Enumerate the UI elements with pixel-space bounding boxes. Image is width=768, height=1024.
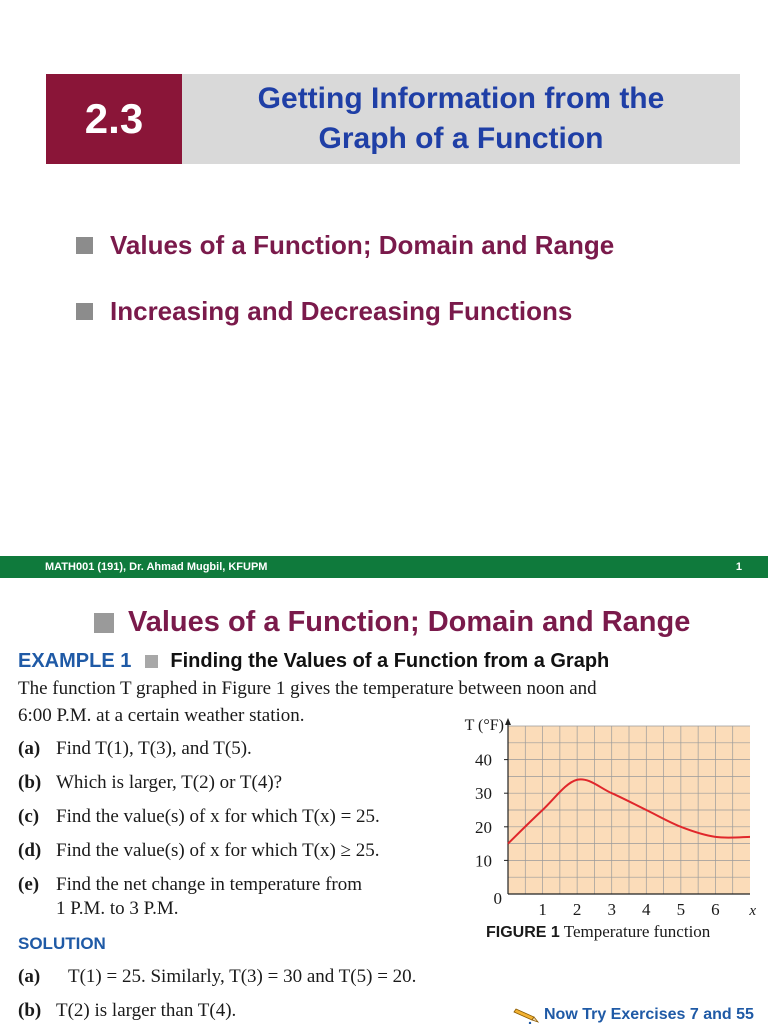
topic-item — [76, 296, 572, 327]
answer-a — [18, 966, 417, 988]
square-bullet-icon — [94, 613, 114, 633]
y-tick-label: 40 — [475, 750, 492, 770]
x-tick-label: 3 — [607, 900, 616, 919]
answer-b — [18, 1000, 237, 1022]
title-line-1: Getting Information from the — [257, 82, 665, 115]
pencil-icon — [512, 1006, 540, 1024]
intro-line-2: 6:00 P.M. at a certain weather station. — [18, 705, 305, 726]
slide-footer — [0, 556, 768, 578]
x-tick-label: 1 — [538, 900, 547, 919]
answer-text: T(2) is larger than T(4). — [56, 1000, 237, 1021]
question-text: Find the net change in temperature from — [56, 874, 363, 895]
y-axis-label: T (°F) — [464, 717, 504, 734]
origin-label: 0 — [493, 889, 502, 908]
y-tick-label: 30 — [475, 784, 492, 804]
x-tick-label: 2 — [572, 900, 582, 919]
x-tick-label: 5 — [676, 900, 686, 919]
now-try-text: Now Try Exercises 7 and 55 — [544, 1006, 754, 1023]
x-axis-label: x — [749, 903, 756, 919]
topic-label: Values of a Function; Domain and Range — [110, 230, 615, 260]
x-tick-label: 6 — [711, 900, 720, 919]
question-label: (a) — [18, 738, 41, 759]
question-d — [18, 840, 380, 862]
now-try-exercises — [512, 1006, 754, 1024]
y-axis-arrow-icon — [505, 718, 511, 725]
temperature-chart — [440, 714, 760, 950]
y-tick-label: 10 — [475, 851, 492, 871]
question-c — [18, 806, 380, 828]
question-a — [18, 738, 252, 760]
figure-text: Temperature function — [563, 922, 711, 941]
x-tick-label: 4 — [642, 900, 651, 919]
topic-item — [76, 230, 614, 261]
figure-caption — [486, 922, 710, 942]
question-label: (c) — [18, 806, 40, 827]
question-label: (e) — [18, 874, 40, 895]
question-label: (b) — [18, 772, 42, 793]
question-text: Which is larger, T(2) or T(4)? — [56, 772, 283, 793]
answer-label: (b) — [18, 1000, 42, 1021]
example-header — [18, 650, 609, 673]
page-number: 1 — [735, 561, 742, 573]
question-text: Find T(1), T(3), and T(5). — [56, 738, 252, 759]
question-e-continued: 1 P.M. to 3 P.M. — [56, 898, 179, 919]
question-label: (d) — [18, 840, 42, 861]
question-text: Find the value(s) of x for which T(x) = 25. — [56, 806, 380, 827]
title-band — [182, 74, 740, 164]
section-heading-text: Values of a Function; Domain and Range — [128, 606, 691, 638]
square-bullet-icon — [76, 237, 93, 254]
square-bullet-icon — [76, 303, 93, 320]
answer-label: (a) — [18, 966, 41, 987]
solution-label: SOLUTION — [18, 934, 106, 953]
figure-label: FIGURE 1 — [486, 924, 560, 941]
square-bullet-icon — [145, 655, 158, 668]
question-text: Find the value(s) of x for which T(x) ≥ 25. — [56, 840, 380, 861]
question-e — [18, 874, 363, 896]
question-b — [18, 772, 283, 794]
topic-label: Increasing and Decreasing Functions — [110, 296, 573, 326]
section-number: 2.3 — [84, 95, 144, 142]
title-line-2: Graph of a Function — [318, 122, 604, 155]
slide-example — [0, 578, 768, 1024]
footer-course-info: MATH001 (191), Dr. Ahmad Mugbil, KFUPM — [45, 561, 268, 573]
intro-line-1: The function T graphed in Figure 1 gives the temperature between noon and — [18, 678, 597, 699]
section-heading — [94, 606, 690, 639]
example-tag: EXAMPLE 1 — [18, 650, 132, 672]
section-number-box — [46, 74, 182, 164]
y-tick-label: 20 — [475, 817, 492, 837]
example-title: Finding the Values of a Function from a Graph — [170, 650, 610, 672]
answer-text: T(1) = 25. Similarly, T(3) = 30 and T(5) = 20. — [68, 966, 417, 987]
